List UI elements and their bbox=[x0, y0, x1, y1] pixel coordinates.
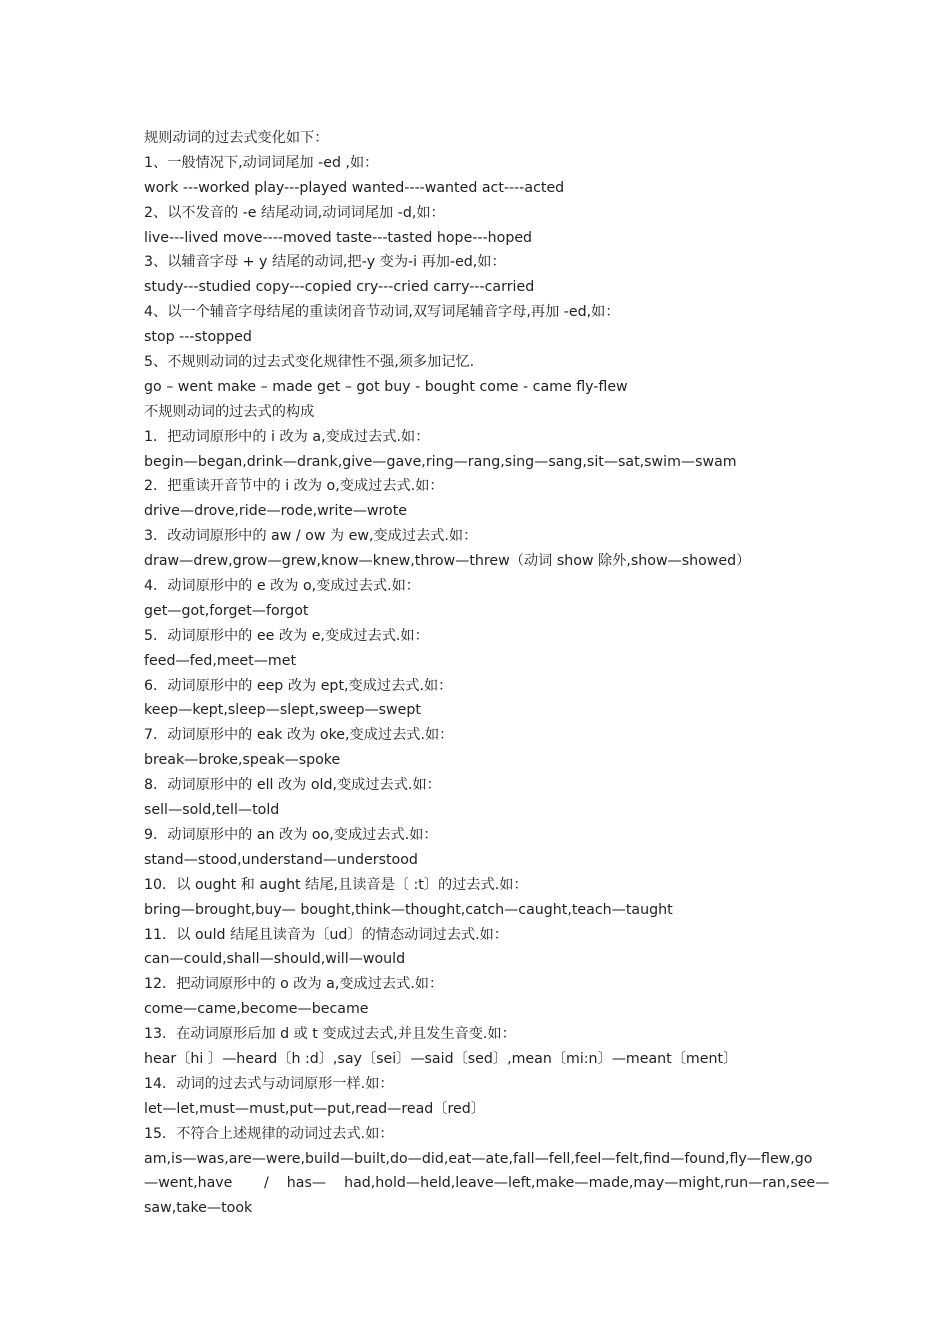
text-line: 3．改动词原形中的 aw / ow 为 ew,变成过去式.如： bbox=[144, 528, 478, 545]
text-line: 5．动词原形中的 ee 改为 e,变成过去式.如： bbox=[144, 627, 429, 644]
text-line: 5、不规则动词的过去式变化规律性不强,须多加记忆. bbox=[144, 354, 475, 371]
text-line: work ---worked play---played wanted----wanted act----acted bbox=[144, 179, 565, 196]
text-line: 3、以辅音字母 + y 结尾的动词,把-y 变为-i 再加-ed,如： bbox=[144, 254, 506, 271]
text-line: 4．动词原形中的 e 改为 o,变成过去式.如： bbox=[144, 578, 420, 595]
text-line: 6．动词原形中的 eep 改为 ept,变成过去式.如： bbox=[144, 677, 453, 694]
text-line: come—came,become—became bbox=[144, 1001, 369, 1018]
text-line: let—let,must—must,put—put,read—read〔red〕 bbox=[144, 1100, 485, 1117]
text-line: 9．动词原形中的 an 改为 oo,变成过去式.如： bbox=[144, 826, 438, 843]
text-line: 11．以 ould 结尾且读音为〔ud〕的情态动词过去式.如： bbox=[144, 926, 508, 943]
text-line: 规则动词的过去式变化如下： bbox=[144, 130, 329, 146]
text-line: am,is—was,are—were,build—built,do—did,eat—ate,fall—fell,feel—felt,find—found,fly—flew,go bbox=[144, 1150, 813, 1167]
text-line: break—broke,speak—spoke bbox=[144, 752, 341, 769]
text-line: get—got,forget—forgot bbox=[144, 602, 309, 619]
text-line: stand—stood,understand—understood bbox=[144, 851, 418, 868]
text-line: 2．把重读开音节中的 i 改为 o,变成过去式.如： bbox=[144, 478, 444, 495]
text-line: 10．以 ought 和 aught 结尾,且读音是〔 :t〕的过去式.如： bbox=[144, 876, 528, 893]
text-line: 1．把动词原形中的 i 改为 a,变成过去式.如： bbox=[144, 428, 430, 445]
text-line: begin—began,drink—drank,give—gave,ring—rang,sing—sang,sit—sat,swim—swam bbox=[144, 453, 737, 470]
text-line: study---studied copy---copied cry---cried carry---carried bbox=[144, 279, 535, 296]
text-line: 13．在动词原形后加 d 或 t 变成过去式,并且发生音变.如： bbox=[144, 1026, 516, 1043]
text-line: sell—sold,tell—told bbox=[144, 802, 280, 819]
text-line: bring—brought,buy— bought,think—thought,catch—caught,teach—taught bbox=[144, 901, 673, 918]
text-line: draw—drew,grow—grew,know—knew,throw—threw（动词 show 除外,show—showed） bbox=[144, 553, 751, 570]
text-line: 7．动词原形中的 eak 改为 oke,变成过去式.如： bbox=[144, 727, 454, 744]
text-line: —went,have / has— had,hold—held,leave—left,make—made,may—might,run—ran,see— bbox=[144, 1175, 830, 1192]
text-line: hear〔hi 〕—heard〔h :d〕,say〔sei〕—said〔sed〕,mean〔mi:n〕—meant〔ment〕 bbox=[144, 1050, 738, 1067]
text-line: 8．动词原形中的 ell 改为 old,变成过去式.如： bbox=[144, 777, 441, 794]
text-line: 14．动词的过去式与动词原形一样.如： bbox=[144, 1075, 394, 1092]
text-line: 1、一般情况下,动词词尾加 -ed ,如： bbox=[144, 154, 379, 171]
text-line: drive—drove,ride—rode,write—wrote bbox=[144, 503, 408, 520]
text-line: 4、以一个辅音字母结尾的重读闭音节动词,双写词尾辅音字母,再加 -ed,如： bbox=[144, 304, 620, 321]
text-line: stop ---stopped bbox=[144, 329, 252, 346]
text-line: 15．不符合上述规律的动词过去式.如： bbox=[144, 1125, 394, 1142]
text-line: feed—fed,meet—met bbox=[144, 652, 297, 669]
text-line: keep—kept,sleep—slept,sweep—swept bbox=[144, 702, 421, 719]
document-body bbox=[144, 126, 830, 1221]
text-line: saw,take—took bbox=[144, 1200, 253, 1217]
text-line: 12．把动词原形中的 o 改为 a,变成过去式.如： bbox=[144, 976, 444, 993]
text-line: 2、以不发音的 -e 结尾动词,动词词尾加 -d,如： bbox=[144, 204, 445, 221]
text-line: live---lived move----moved taste---tasted hope---hoped bbox=[144, 229, 533, 246]
document-lines bbox=[144, 126, 814, 1147]
text-line: can—could,shall—should,will—would bbox=[144, 951, 406, 968]
final-paragraph bbox=[144, 1147, 830, 1222]
section-heading: 不规则动词的过去式的构成 bbox=[144, 403, 315, 420]
text-line: go – went make – made get – got buy - bought come - came fly-flew bbox=[144, 378, 628, 395]
